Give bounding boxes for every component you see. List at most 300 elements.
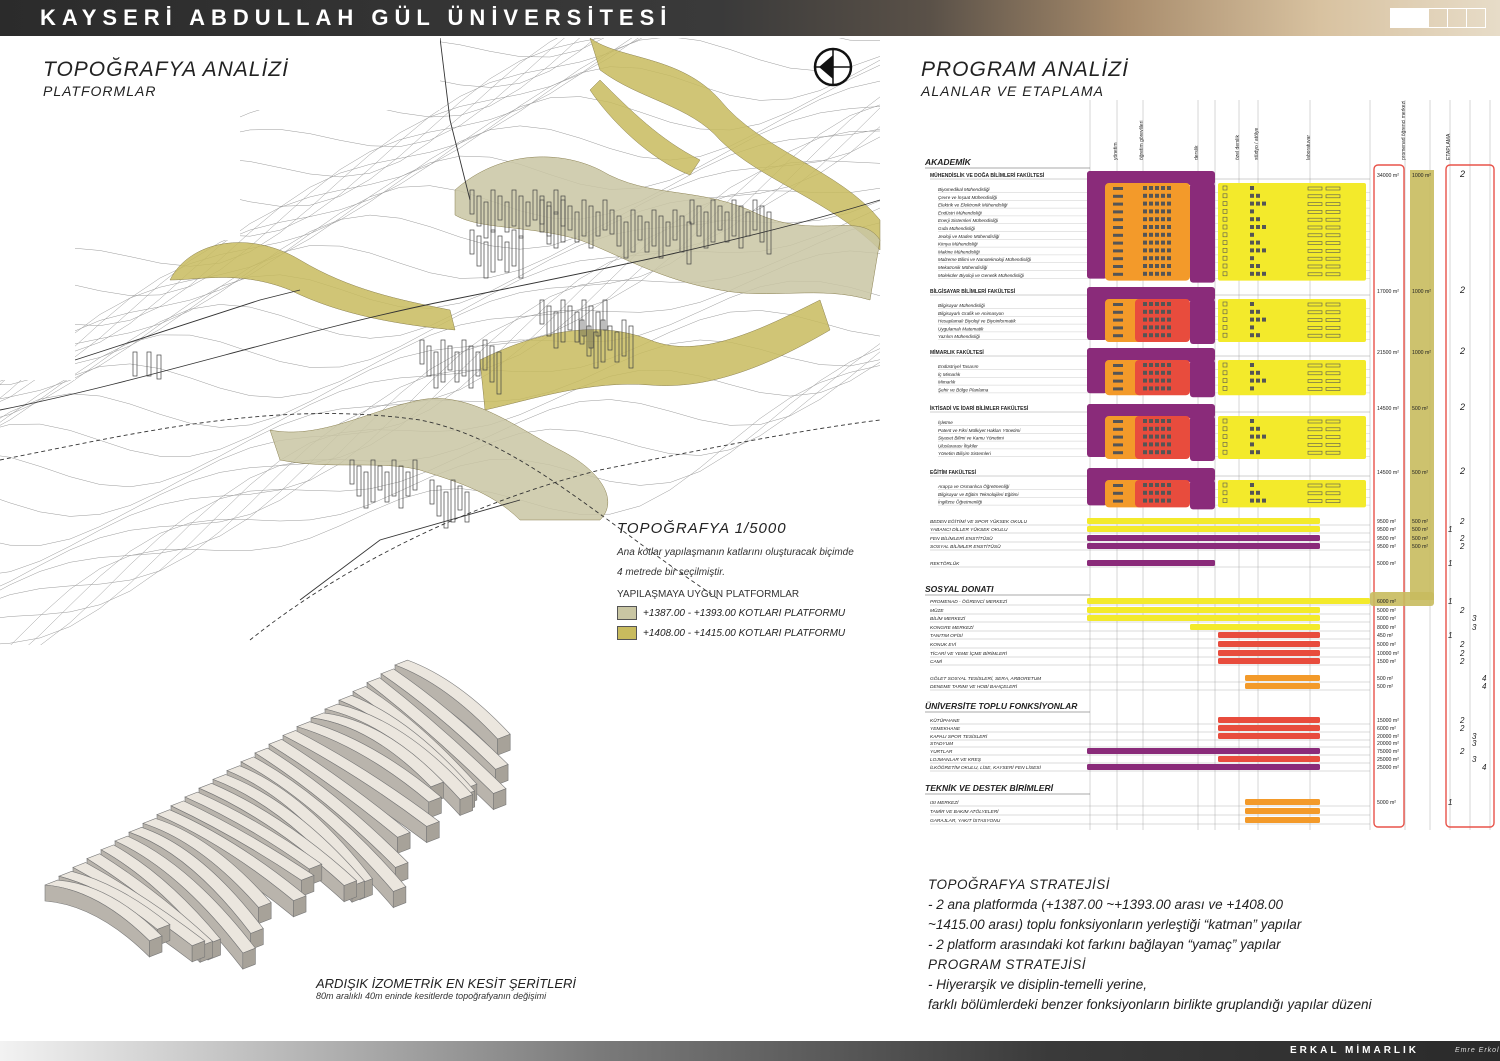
department-name: Endüstri Mühendisliği [938, 210, 982, 216]
legend-section: YAPILAŞMAYA UYGUN PLATFORMLAR [617, 589, 800, 600]
function-bar [1087, 535, 1320, 541]
unit-mark [1250, 379, 1254, 383]
unit-mark [1167, 217, 1171, 221]
unit-mark [1167, 186, 1171, 190]
unit-mark [1161, 427, 1165, 431]
row-etap: 4 [1482, 763, 1487, 772]
unit-mark [1256, 379, 1260, 383]
program-chart [924, 100, 1494, 830]
legend-label-2: +1408.00 - +1415.00 KOTLARI PLATFORMU [643, 627, 846, 639]
department-name: Arapça ve Osmanlıca Öğretmenliği [938, 484, 1010, 489]
row-etap: 1 [1448, 631, 1453, 640]
faculty-area: 34000 m² [1377, 173, 1399, 179]
bar-studio-lab [1218, 416, 1366, 459]
column-header: promenad öğrenci merkezi [1401, 100, 1407, 160]
unit-mark [1113, 380, 1123, 383]
row-name: KONGRE MERKEZİ [930, 626, 974, 631]
unit-mark [1149, 363, 1153, 367]
unit-mark [1149, 333, 1153, 337]
unit-mark [1167, 386, 1171, 390]
row-etap: 1 [1448, 798, 1453, 807]
unit-mark [1161, 256, 1165, 260]
row-name: KONUK EVİ [930, 643, 957, 648]
bar-classroom [1190, 360, 1215, 397]
row-etap: 2 [1460, 640, 1465, 649]
row-etap: 3 [1472, 739, 1477, 748]
group-heading: TEKNİK VE DESTEK BİRİMLERİ [925, 783, 1053, 793]
unit-mark [1149, 186, 1153, 190]
legend-item-1 [617, 606, 877, 620]
unit-mark [1167, 442, 1171, 446]
group-heading: ÜNİVERSİTE TOPLU FONKSİYONLAR [925, 701, 1078, 711]
unit-mark [1250, 427, 1254, 431]
bar-management [1087, 348, 1107, 393]
function-bar [1218, 756, 1320, 762]
faculty-etap: 2 [1460, 402, 1466, 412]
row-name: FEN BİLİMLERİ ENSTİTÜSÜ [930, 537, 993, 542]
strategy-text [928, 875, 1371, 1015]
row-area: 20000 m² [1377, 734, 1399, 740]
row-etap: 2 [1460, 657, 1465, 666]
unit-mark [1155, 318, 1159, 322]
function-bar [1087, 615, 1320, 621]
department-name: Biyomedikal Mühendisliği [938, 187, 990, 192]
unit-mark [1143, 186, 1147, 190]
unit-mark [1161, 225, 1165, 229]
unit-mark [1256, 371, 1260, 375]
row-area: 8000 m² [1377, 625, 1397, 631]
legend-heading: TOPOĞRAFYA 1/5000 [617, 520, 787, 537]
unit-mark [1167, 333, 1171, 337]
row-name: YABANCI DİLLER YÜKSEK OKULU [930, 528, 1008, 533]
row-name: PROMENAD - ÖĞRENCİ MERKEZİ [930, 600, 1008, 605]
legend-label-1: +1387.00 - +1393.00 KOTLARI PLATFORMU [643, 607, 846, 619]
unit-mark [1155, 325, 1159, 329]
bar-classroom [1190, 416, 1215, 461]
faculty-etap: 2 [1460, 285, 1466, 295]
unit-mark [1250, 333, 1254, 337]
function-bar [1245, 675, 1320, 681]
unit-mark [1250, 194, 1254, 198]
unit-mark [1113, 273, 1123, 276]
faculty-prom: 1000 m² [1412, 350, 1432, 356]
unit-mark [1256, 499, 1260, 503]
unit-mark [1250, 435, 1254, 439]
column-header: ETAPLAMA [1446, 133, 1452, 160]
unit-mark [1161, 333, 1165, 337]
unit-mark [1161, 386, 1165, 390]
unit-mark [1256, 225, 1260, 229]
bar-studio-lab [1218, 183, 1366, 281]
bar-classroom [1190, 183, 1215, 283]
department-name: Bilgisayar ve Eğitim Teknolojileri Eğitimi [938, 491, 1019, 497]
unit-mark [1161, 363, 1165, 367]
row-name: YURTLAR [930, 750, 953, 755]
row-etap: 2 [1460, 534, 1465, 543]
topography-title: TOPOĞRAFYA ANALİZİ [43, 58, 289, 81]
unit-mark [1250, 217, 1254, 221]
faculty-area: 21500 m² [1377, 350, 1399, 356]
unit-mark [1155, 186, 1159, 190]
unit-mark [1250, 256, 1254, 260]
unit-mark [1155, 217, 1159, 221]
row-name: TAMİR VE BAKIM ATÖLYELERİ [930, 810, 999, 815]
unit-mark [1155, 450, 1159, 454]
unit-mark [1155, 241, 1159, 245]
function-bar [1218, 650, 1320, 656]
row-area: 9500 m² [1377, 536, 1397, 542]
unit-mark [1143, 233, 1147, 237]
unit-mark [1167, 248, 1171, 252]
legend-swatch-2 [617, 626, 637, 640]
strategy-line-3: - 2 platform arasındaki kot farkını bağlayan “yamaç” yapılar [928, 937, 1281, 952]
unit-mark [1161, 318, 1165, 322]
unit-mark [1167, 310, 1171, 314]
legend-swatch-1 [617, 606, 637, 620]
row-name: REKTÖRLÜK [930, 562, 960, 567]
department-name: İşletme [938, 420, 953, 425]
university-title: KAYSERİ ABDULLAH GÜL ÜNİVERSİTESİ [40, 5, 673, 30]
row-area: 5000 m² [1377, 616, 1397, 622]
unit-mark [1161, 371, 1165, 375]
row-area: 20000 m² [1377, 741, 1399, 747]
row-name: TANITIM OFİSİ [930, 634, 963, 639]
unit-mark [1149, 272, 1153, 276]
legend-note-line1: Ana kotlar yapılaşmanın katlarını oluşturacak biçimde [617, 547, 854, 558]
row-area: 9500 m² [1377, 519, 1397, 525]
unit-mark [1113, 226, 1123, 229]
unit-mark [1250, 264, 1254, 268]
faculty-area: 14500 m² [1377, 406, 1399, 412]
unit-mark [1113, 319, 1123, 322]
unit-mark [1161, 202, 1165, 206]
bar-management [1087, 171, 1107, 279]
unit-mark [1113, 428, 1123, 431]
unit-mark [1143, 450, 1147, 454]
unit-mark [1149, 318, 1153, 322]
row-name: İLKÖĞRETİM OKULU, LİSE, KAYSERİ FEN LİSESİ [930, 766, 1041, 771]
unit-mark [1113, 451, 1123, 454]
unit-mark [1262, 248, 1266, 252]
function-bar [1087, 598, 1370, 604]
row-prom: 500 m² [1412, 519, 1429, 525]
function-bar [1087, 526, 1320, 532]
department-name: Gıda Mühendisliği [938, 226, 975, 231]
unit-mark [1161, 499, 1165, 503]
faculty-prom: 1000 m² [1412, 173, 1432, 179]
unit-mark [1250, 442, 1254, 446]
unit-mark [1256, 333, 1260, 337]
unit-mark [1250, 186, 1254, 190]
row-name: MÜZE [930, 609, 944, 614]
unit-mark [1155, 491, 1159, 495]
faculty-area: 17000 m² [1377, 289, 1399, 295]
unit-mark [1143, 256, 1147, 260]
unit-mark [1250, 483, 1254, 487]
department-name: Hesaplamalı Biyoloji ve Biyoinformatik [938, 318, 1016, 324]
row-area: 15000 m² [1377, 718, 1399, 724]
function-bar [1087, 518, 1320, 524]
unit-mark [1149, 310, 1153, 314]
unit-mark [1167, 202, 1171, 206]
unit-mark [1113, 303, 1123, 306]
function-bar [1245, 799, 1320, 805]
function-bar [1087, 560, 1215, 566]
unit-mark [1143, 371, 1147, 375]
program-title: PROGRAM ANALİZİ [921, 58, 1129, 81]
unit-mark [1149, 450, 1153, 454]
unit-mark [1149, 427, 1153, 431]
department-name: İngilizce Öğretmenliği [938, 499, 982, 505]
row-area: 1500 m² [1377, 659, 1397, 665]
unit-mark [1113, 484, 1123, 487]
unit-mark [1143, 386, 1147, 390]
strategy-line-4: PROGRAM STRATEJİSİ [928, 957, 1087, 972]
unit-mark [1155, 310, 1159, 314]
faculty-name: EĞİTİM FAKÜLTESİ [930, 470, 977, 476]
iso-caption [316, 976, 576, 1001]
department-name: Bilgisayarlı Grafik ve Animasyon [938, 310, 1004, 316]
unit-mark [1143, 272, 1147, 276]
department-name: Uluslararası İlişkiler [938, 443, 978, 449]
unit-mark [1250, 202, 1254, 206]
department-name: Endüstriyel Tasarım [938, 364, 979, 369]
faculty-etap: 2 [1460, 169, 1466, 179]
unit-mark [1113, 372, 1123, 375]
unit-mark [1113, 187, 1123, 190]
unit-mark [1113, 326, 1123, 329]
row-etap: 3 [1472, 755, 1477, 764]
row-name: SOSYAL BİLİMLER ENSTİTÜSÜ [930, 545, 1001, 550]
unit-mark [1256, 427, 1260, 431]
row-etap: 2 [1460, 517, 1465, 526]
bar-classroom [1190, 299, 1215, 344]
row-etap: 2 [1460, 606, 1465, 615]
unit-mark [1167, 419, 1171, 423]
row-etap: 4 [1482, 674, 1487, 683]
unit-mark [1161, 435, 1165, 439]
function-bar [1087, 748, 1320, 754]
bar-classroom [1190, 480, 1215, 509]
row-name: DENEME TARIMI VE HOBİ BAHÇELERİ [930, 685, 1018, 690]
program-subtitle: ALANLAR VE ETAPLAMA [921, 83, 1104, 99]
department-name: Elektrik ve Elektronik Mühendisliği [938, 202, 1008, 208]
unit-mark [1113, 203, 1123, 206]
isometric-strips [45, 660, 510, 969]
unit-mark [1262, 225, 1266, 229]
row-area: 25000 m² [1377, 757, 1399, 763]
unit-mark [1113, 242, 1123, 245]
row-area: 10000 m² [1377, 651, 1399, 657]
unit-mark [1113, 218, 1123, 221]
unit-mark [1161, 419, 1165, 423]
unit-mark [1161, 450, 1165, 454]
unit-mark [1113, 234, 1123, 237]
unit-mark [1250, 450, 1254, 454]
faculty-name: MİMARLIK FAKÜLTESİ [930, 350, 984, 356]
unit-mark [1161, 325, 1165, 329]
unit-mark [1113, 492, 1123, 495]
bar-management [1087, 287, 1107, 340]
unit-mark [1250, 386, 1254, 390]
unit-mark [1149, 435, 1153, 439]
unit-mark [1167, 363, 1171, 367]
contour-line [0, 0, 880, 38]
unit-mark [1149, 233, 1153, 237]
strategy-line-6: farklı bölümlerdeki benzer fonksiyonların birlikte gruplandığı yapılar düzeni [928, 997, 1372, 1012]
unit-mark [1250, 302, 1254, 306]
function-bar [1218, 641, 1320, 647]
row-name: YEMEKHANE [930, 727, 961, 732]
row-prom: 500 m² [1412, 536, 1429, 542]
unit-mark [1167, 209, 1171, 213]
row-etap: 2 [1460, 649, 1465, 658]
unit-mark [1250, 419, 1254, 423]
unit-mark [1161, 186, 1165, 190]
unit-mark [1143, 318, 1147, 322]
row-area: 500 m² [1377, 684, 1394, 690]
unit-mark [1262, 499, 1266, 503]
unit-mark [1149, 241, 1153, 245]
row-etap: 1 [1448, 559, 1453, 568]
department-name: Jeoloji ve Maden Mühendisliği [938, 233, 1000, 239]
unit-mark [1161, 248, 1165, 252]
unit-mark [1250, 248, 1254, 252]
unit-mark [1143, 225, 1147, 229]
unit-mark [1250, 209, 1254, 213]
author-name: Emre Erkol [1455, 1047, 1500, 1054]
unit-mark [1256, 248, 1260, 252]
unit-mark [1149, 442, 1153, 446]
topography-legend [617, 520, 877, 640]
row-name: GARAJLAR, YAKIT İSTASYONU [930, 819, 1001, 824]
unit-mark [1256, 264, 1260, 268]
row-name: ISI MERKEZİ [930, 801, 959, 806]
unit-mark [1256, 435, 1260, 439]
unit-mark [1113, 249, 1123, 252]
unit-mark [1161, 209, 1165, 213]
strategy-line-5: - Hiyerarşik ve disiplin-temelli yerine, [928, 977, 1148, 992]
unit-mark [1113, 257, 1123, 260]
column-header: özel derslik [1235, 134, 1241, 160]
unit-mark [1113, 420, 1123, 423]
unit-mark [1143, 217, 1147, 221]
department-name: Yönetim Bilişim Sistemleri [938, 451, 991, 457]
unit-mark [1143, 241, 1147, 245]
unit-mark [1143, 194, 1147, 198]
unit-mark [1155, 202, 1159, 206]
unit-mark [1155, 363, 1159, 367]
unit-mark [1161, 217, 1165, 221]
bar-studio-lab [1218, 480, 1366, 507]
unit-mark [1143, 435, 1147, 439]
unit-mark [1167, 241, 1171, 245]
unit-mark [1155, 333, 1159, 337]
unit-mark [1167, 491, 1171, 495]
unit-mark [1143, 302, 1147, 306]
row-area: 9500 m² [1377, 544, 1397, 550]
department-name: Uygulamalı Matematik [938, 326, 984, 332]
unit-mark [1161, 442, 1165, 446]
unit-mark [1149, 302, 1153, 306]
unit-mark [1167, 272, 1171, 276]
row-etap: 3 [1472, 732, 1477, 741]
unit-mark [1167, 371, 1171, 375]
footer-bar [0, 1041, 1500, 1061]
unit-mark [1256, 241, 1260, 245]
row-area: 5000 m² [1377, 642, 1397, 648]
unit-mark [1155, 442, 1159, 446]
row-area: 6000 m² [1377, 599, 1397, 605]
unit-mark [1155, 264, 1159, 268]
unit-mark [1167, 427, 1171, 431]
unit-mark [1161, 379, 1165, 383]
unit-mark [1155, 435, 1159, 439]
unit-mark [1113, 500, 1123, 503]
unit-mark [1250, 318, 1254, 322]
unit-mark [1161, 302, 1165, 306]
unit-mark [1155, 225, 1159, 229]
unit-mark [1113, 387, 1123, 390]
department-name: Şehir ve Bölge Planlama [938, 387, 989, 393]
unit-mark [1256, 272, 1260, 276]
row-area: 500 m² [1377, 676, 1394, 682]
unit-mark [1262, 379, 1266, 383]
unit-mark [1155, 248, 1159, 252]
unit-mark [1161, 233, 1165, 237]
unit-mark [1143, 363, 1147, 367]
unit-mark [1161, 310, 1165, 314]
department-name: Çevre ve İnşaat Mühendisliği [938, 194, 997, 200]
unit-mark [1250, 363, 1254, 367]
unit-mark [1155, 427, 1159, 431]
unit-mark [1167, 325, 1171, 329]
unit-mark [1149, 225, 1153, 229]
row-name: LOJMANLAR VE KREŞ [930, 758, 981, 763]
unit-mark [1143, 333, 1147, 337]
unit-mark [1113, 195, 1123, 198]
unit-mark [1167, 225, 1171, 229]
unit-mark [1149, 256, 1153, 260]
unit-mark [1149, 371, 1153, 375]
department-name: Siyaset Bilimi ve Kamu Yönetimi [938, 435, 1004, 441]
unit-mark [1256, 491, 1260, 495]
row-name: CAMİ [930, 660, 942, 665]
function-bar [1218, 717, 1320, 723]
function-bar [1218, 632, 1320, 638]
unit-mark [1167, 256, 1171, 260]
unit-mark [1155, 233, 1159, 237]
unit-mark [1149, 194, 1153, 198]
unit-mark [1262, 202, 1266, 206]
unit-mark [1149, 419, 1153, 423]
row-etap: 3 [1472, 623, 1477, 632]
row-area: 25000 m² [1377, 765, 1399, 771]
unit-mark [1149, 379, 1153, 383]
unit-mark [1262, 435, 1266, 439]
row-etap: 4 [1482, 682, 1487, 691]
faculty-etap: 2 [1460, 466, 1466, 476]
unit-mark [1143, 325, 1147, 329]
department-name: Makine Mühendisliği [938, 249, 980, 255]
faculty-etap: 2 [1460, 346, 1466, 356]
unit-mark [1155, 379, 1159, 383]
department-name: Mimarlık [938, 379, 956, 385]
unit-mark [1167, 302, 1171, 306]
function-bar [1190, 624, 1320, 630]
row-area: 5000 m² [1377, 608, 1397, 614]
row-area: 75000 m² [1377, 749, 1399, 755]
